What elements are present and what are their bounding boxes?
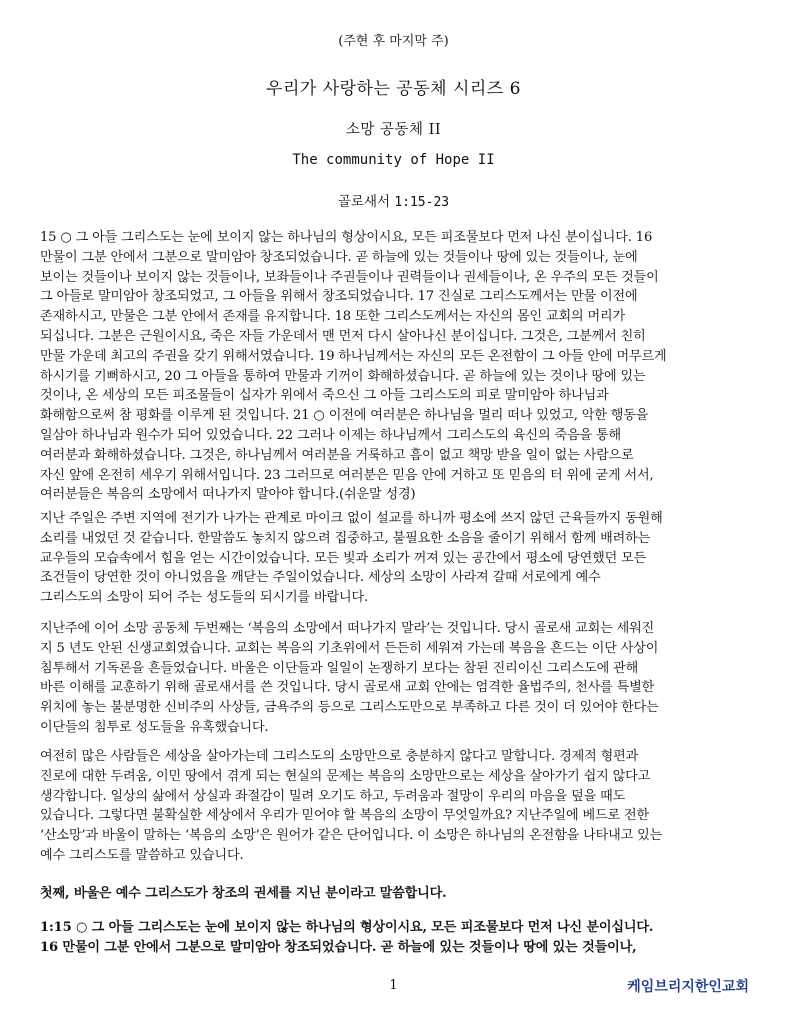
scripture-paragraph [40,228,751,505]
occasion-label: (주현 후 마지막 주) [338,34,449,49]
scripture-range: 1:15-23 [394,195,450,210]
text-line: 첫째, 바울은 예수 그리스도가 창조의 권세를 지닌 분이라고 말씀합니다. [40,886,447,901]
text-line: 지난 주일은 주변 지역에 전기가 나가는 관계로 마이크 없이 설교를 하니까 평소에 쓰지 않던 근육들까지 동원해 [40,511,663,526]
text-line: 15 ○ 그 아들 그리스도는 눈에 보이지 않는 하나님의 형상이시요, 모든 피조물보다 먼저 나신 분이십니다. 16 [40,230,653,245]
text-line: ‘산소망’과 바울이 말하는 ‘복음의 소망’은 원어가 같은 단어입니다. 이 소망은 하나님의 온전함을 나타내고 있는 [40,828,663,844]
scripture-book: 골로새서 [337,194,391,210]
point-heading-first [40,884,751,904]
text-line: 만물 가운데 최고의 주권을 갖기 위해서였습니다. 19 하나님께서는 자신의 모든 온전함이 그 아들 안에 머무르게 [40,348,667,364]
text-line: 것이나, 온 세상의 모든 피조물들이 십자가 위에서 죽으신 그 아들 그리스도의 피로 말미암아 하나님과 [40,388,609,404]
series-title: 우리가 사랑하는 공동체 시리즈 6 [266,79,521,99]
text-line: 존재하시고, 만물은 그분 안에서 존재를 유지합니다. 18 또한 그리스도께서는 자신의 몸인 교회의 머리가 [40,309,625,325]
text-line: 여러분들은 복음의 소망에서 떠나가지 말아야 합니다.(쉬운말 성경) [40,487,416,503]
text-line: 여러분과 화해하셨습니다. 그것은, 하나님께서 여러분을 거룩하고 흠이 없고 책망 받을 일이 없는 사람으로 [40,447,634,463]
text-line: 침투해서 기독론을 흔들었습니다. 바울은 이단들과 일일이 논쟁하기 보다는 참된 진리이신 그리스도에 관해 [40,660,639,676]
text-line: 일삼아 하나님과 원수가 되어 있었습니다. 22 그러나 이제는 하나님께서 그리스도의 육신의 죽음을 통해 [40,427,621,443]
text-line: 1:15 ○ 그 아들 그리스도는 눈에 보이지 않는 하나님의 형상이시요, 모든 피조물보다 먼저 나신 분이십니다. [40,920,654,935]
text-line: 소리를 내었던 것 같습니다. 한말씀도 놓치지 않으려 집중하고, 불필요한 소음을 줄이기 위해서 함께 배려하는 [40,530,651,546]
text-line: 바른 이해를 교훈하기 위해 골로새서를 쓴 것입니다. 당시 골로새 교회 안에는 엄격한 율법주의, 천사를 특별한 [40,680,655,696]
text-line: 예수 그리스도를 말씀하고 있습니다. [40,847,244,863]
body-paragraph-hope [40,747,751,866]
english-title: The community of Hope II [292,152,495,168]
text-line: 조건들이 당연한 것이 아니었음을 깨닫는 주일이었습니다. 세상의 소망이 사라져 갈때 서로에게 예수 [40,570,601,586]
text-line: 진로에 대한 두려움, 이민 땅에서 겪게 되는 현실의 문제는 복음의 소망만으로는 세상을 살아가기 쉽지 않다고 [40,768,651,784]
text-line: 이단들의 침투로 성도들을 유혹했습니다. [40,719,269,735]
sermon-title: 소망 공동체 II [345,122,442,138]
body-paragraph-colossae [40,619,751,738]
text-line: 지 5 년도 안된 신생교회였습니다. 교회는 복음의 기초위에서 든든히 세워져 가는데 복음을 흔드는 이단 사상이 [40,640,659,656]
text-line: 만물이 그분 안에서 그분으로 말미암아 창조되었습니다. 곧 하늘에 있는 것들이나 땅에 있는 것들이나, 눈에 [40,249,638,265]
scripture-quote-bold [40,918,751,958]
text-line: 생각합니다. 일상의 삶에서 상실과 좌절감이 밀려 오기도 하고, 두려움과 절망이 우리의 마음을 덮을 때도 [40,788,626,804]
text-line: 그리스도의 소망이 되어 주는 성도들의 되시기를 바랍니다. [40,590,369,606]
text-line: 보이는 것들이나 보이지 않는 것들이나, 보좌들이나 주권들이나 권력들이나 권세들이나, 온 우주의 모든 것들이 [40,269,659,285]
text-line: 자신 앞에 온전히 세우기 위해서입니다. 23 그러므로 여러분은 믿음 안에 거하고 또 믿음의 터 위에 굳게 서서, [40,467,654,483]
text-line: 되십니다. 그분은 근원이시요, 죽은 자들 가운데서 맨 먼저 다시 살아나신 분이십니다. 그것은, 그분께서 친히 [40,328,646,344]
scripture-reference [0,190,787,210]
body-paragraph-last-sunday [40,509,751,608]
text-line: 지난주에 이어 소망 공동체 두번째는 ‘복음의 소망에서 떠나가지 말라’는 것입니다. 당시 골로새 교회는 세워진 [40,621,655,636]
text-line: 위치에 놓는 불분명한 신비주의 사상들, 금욕주의 등으로 그리스도만으로 부족하고 다른 것이 더 있어야 한다는 [40,700,659,716]
text-line: 하시기를 기뻐하시고, 20 그 아들을 통하여 만물과 기꺼이 화해하셨습니다. 곧 하늘에 있는 것이나 땅에 있는 [40,368,646,384]
text-line: 그 아들로 말미암아 창조되었고, 그 아들을 위해서 창조되었습니다. 17 진실로 그리스도께서는 만물 이전에 [40,289,638,305]
page-number: 1 [389,978,398,993]
text-line: 16 만물이 그분 안에서 그분으로 말미암아 창조되었습니다. 곧 하늘에 있는 것들이나 땅에 있는 것들이나, [40,939,637,955]
church-name: 케임브리지한인교회 [627,979,749,995]
text-line: 교우들의 모습속에서 힘을 얻는 시간이었습니다. 모든 빛과 소리가 꺼져 있는 공간에서 평소에 당연했던 모든 [40,550,647,566]
text-line: 화해함으로써 참 평화를 이루게 된 것입니다. 21 ○ 이전에 여러분은 하나님을 멀리 떠나 있었고, 악한 행동을 [40,408,649,424]
text-line: 있습니다. 그렇다면 불확실한 세상에서 우리가 믿어야 할 복음의 소망이 무엇일까요? 지난주일에 베드로 전한 [40,808,649,824]
text-line: 여전히 많은 사람들은 세상을 살아가는데 그리스도의 소망만으로 충분하지 않다고 말합니다. 경제적 형편과 [40,749,639,764]
